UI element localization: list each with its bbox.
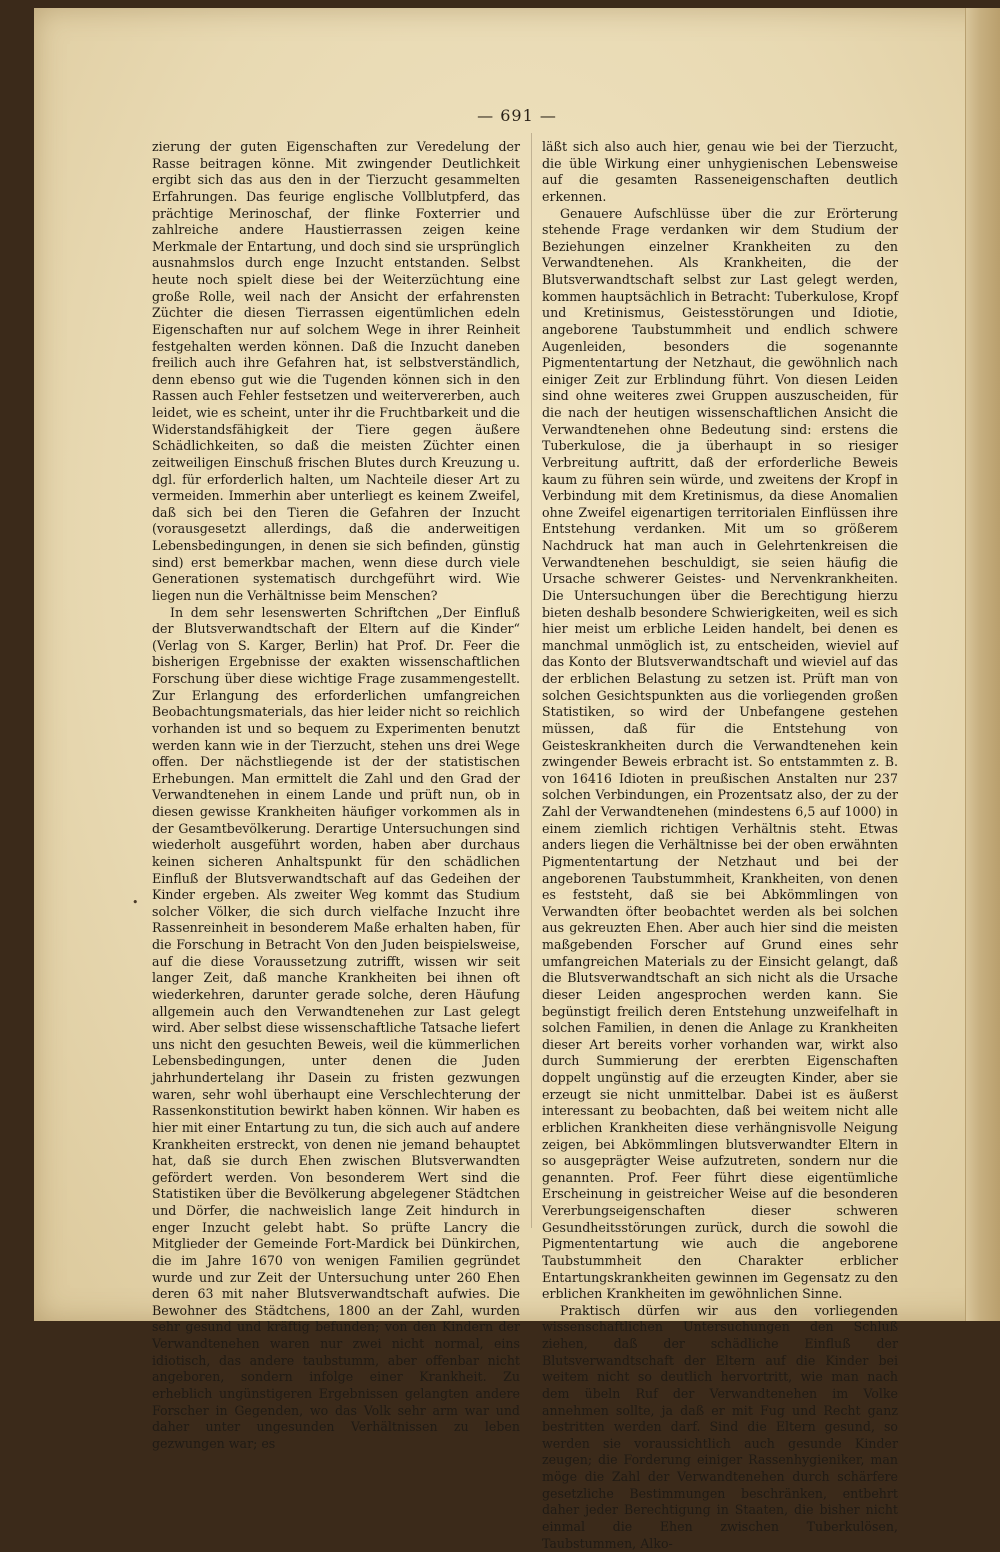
book-page <box>34 8 1000 1551</box>
column-divider <box>531 133 532 1228</box>
paragraph: läßt sich also auch hier, genau wie bei der Tierzucht, die üble Wirkung einer unhygienischen Lebensweise auf die gesamten Rasseneigenschaften deutlich erkennen. <box>542 139 898 204</box>
paragraph: zierung der guten Eigenschaften zur Veredelung der Rasse beitragen könne. Mit zwingender Deutlichkeit ergibt sich das aus den in der Tierzucht gesammelten Erfahrungen. Das feurige englische Vollblutpferd, das prächtige Merinoschaf, der flinke Foxterrier und zahlreiche andere Haustierrassen zeigen keine Merkmale der Entartung, und doch sind sie ursprünglich ausnahmslos durch enge Inzucht entstanden. Selbst heute noch spielt diese bei der Weiterzüchtung eine große Rolle, weil nach der Ansicht der erfahrensten Züchter die diesen Tierrassen eigentümlichen edeln Eigenschaften nur auf solchem Wege in ihrer Reinheit festgehalten werden können. Daß die Inzucht daneben freilich auch ihre Gefahren hat, ist selbstverständlich, denn ebenso gut wie die Tugenden können sich in den Rassen auch Fehler festsetzen und weitervererben, auch leidet, wie es scheint, unter ihr die Fruchtbarkeit und die Widerstandsfähigkeit der Tiere gegen äußere Schädlichkeiten, so daß die meisten Züchter einen zeitweiligen Einschuß frischen Blutes durch Kreuzung u. dgl. für erforderlich halten, um Nachteile dieser Art zu vermeiden. Immerhin aber unterliegt es keinem Zweifel, daß sich bei den Tieren die Gefahren der Inzucht (vorausgesetzt allerdings, daß die anderweitigen Lebensbedingungen, in denen sie sich befinden, günstig sind) erst bemerkbar machen, wenn diese durch viele Generationen systematisch durchgeführt wird. Wie liegen nun die Verhältnisse beim Menschen? <box>152 139 520 603</box>
paragraph: In dem sehr lesenswerten Schriftchen „Der Einfluß der Blutsverwandtschaft der Eltern auf die Kinder“ (Verlag von S. Karger, Berlin) hat Prof. Dr. Feer die bisherigen Ergebnisse der exakten wissenschaftlichen Forschung über diese wichtige Frage zusammengestellt. Zur Erlangung des erforderlichen umfangreichen Beobachtungsmaterials, das hier leider nicht so reichlich vorhanden ist und so bequem zu Experimenten benutzt werden kann wie in der Tierzucht, stehen uns drei Wege offen. Der nächstliegende ist der der statistischen Erhebungen. Man ermittelt die Zahl und den Grad der Verwandtenehen in einem Lande und prüft nun, ob in diesen gewisse Krankheiten häufiger vorkommen als in der Gesamtbevölkerung. Derartige Untersuchungen sind wiederholt ausgeführt worden, haben aber durchaus keinen sicheren Anhaltspunkt für den schädlichen Einfluß der Blutsverwandtschaft auf das Gedeihen der Kinder ergeben. Als zweiter Weg kommt das Studium solcher Völker, die sich durch vielfache Inzucht ihre Rassenreinheit in besonderem Maße erhalten haben, für die Forschung in Betracht Von den Juden beispielsweise, auf die diese Voraussetzung zutrifft, wissen wir seit langer Zeit, daß manche Krankheiten bei ihnen oft wiederkehren, darunter gerade solche, deren Häufung allgemein auch den Verwandtenehen zur Last gelegt wird. Aber selbst diese wissenschaftliche Tatsache liefert uns nicht den gesuchten Beweis, weil die kümmerlichen Lebensbedingungen, unter denen die Juden jahrhundertelang ihr Dasein zu fristen gezwungen waren, sehr wohl überhaupt eine Verschlechterung der Rassenkonstitution bewirkt haben können. Wir haben es hier mit einer Entartung zu tun, die sich auch auf andere Krankheiten erstreckt, von denen nie jemand behauptet hat, daß sie durch Ehen zwischen Blutsverwandten gefördert werden. Von besonderem Wert sind die Statistiken über die Bevölkerung abgelegener Städtchen und Dörfer, die nachweislich lange Zeit hindurch in enger Inzucht gelebt habt. So prüfte Lancry die Mitglieder der Gemeinde Fort-Mardick bei Dünkirchen, die im Jahre 1670 von wenigen Familien gegründet wurde und zur Zeit der Untersuchung unter 260 Ehen deren 63 mit naher Blutsverwandtschaft aufwies. Die Bewohner des Städtchens, 1800 an der Zahl, wurden sehr gesund und kräftig befunden; von den Kindern der Verwandtenehen waren nur zwei nicht normal, eins idiotisch, das andere taubstumm, aber offenbar nicht angeboren, sondern infolge einer Krankheit. Zu erheblich ungünstigeren Ergebnissen gelangten andere Forscher in Gegenden, wo das Volk sehr arm war und daher unter ungesunden Verhältnissen zu leben gezwungen war; es <box>152 604 520 1451</box>
right-column <box>542 139 898 1552</box>
paragraph: Genauere Aufschlüsse über die zur Erörterung stehende Frage verdanken wir dem Studium der Beziehungen einzelner Krankheiten zu den Verwandtenehen. Als Krankheiten, die der Blutsverwandtschaft selbst zur Last gelegt werden, kommen hauptsächlich in Betracht: Tuberkulose, Kropf und Kretinismus, Geistesstörungen und Idiotie, angeborene Taubstummheit und endlich schwere Augenleiden, besonders die sogenannte Pigmententartung der Netzhaut, die gewöhnlich nach einiger Zeit zur Erblindung führt. Von diesen Leiden sind ohne weiteres zwei Gruppen auszuscheiden, für die nach der heutigen wissenschaftlichen Ansicht die Verwandtenehen ohne Bedeutung sind: erstens die Tuberkulose, die ja überhaupt in so riesiger Verbreitung auftritt, daß der erforderliche Beweis kaum zu führen sein würde, und zweitens der Kropf in Verbindung mit dem Kretinismus, da diese Anomalien ohne Zweifel eigenartigen territorialen Einflüssen ihre Entstehung verdanken. Mit um so größerem Nachdruck hat man auch in Gelehrtenkreisen die Verwandtenehen beschuldigt, sie seien häufig die Ursache schwerer Geistes- und Nervenkrankheiten. Die Untersuchungen über die Berechtigung hierzu bieten deshalb besondere Schwierigkeiten, weil es sich hier meist um erbliche Leiden handelt, bei denen es manchmal unmöglich ist, zu entscheiden, wieviel auf das Konto der Blutsverwandtschaft und wieviel auf das der erblichen Belastung zu setzen ist. Prüft man von solchen Gesichtspunkten aus die vorliegenden großen Statistiken, so wird der Unbefangene gestehen müssen, daß für die Entstehung von Geisteskrankheiten durch die Verwandtenehen kein zwingender Beweis erbracht ist. So entstammten z. B. von 16416 Idioten in preußischen Anstalten nur 237 solchen Verbindungen, ein Prozentsatz also, der zu der Zahl der Verwandtenehen (mindestens 6,5 auf 1000) in einem ziemlich richtigen Verhältnis steht. Etwas anders liegen die Verhältnisse bei der oben erwähnten Pigmententartung der Netzhaut und bei der angeborenen Taubstummheit, Krankheiten, von denen es feststeht, daß sie bei Abkömmlingen von Verwandten öfter beobachtet werden als bei solchen aus gekreuzten Ehen. Aber auch hier sind die meisten maßgebenden Forscher auf Grund eines sehr umfangreichen Materials zu der Einsicht gelangt, daß die Blutsverwandtschaft an sich nicht als die Ursache dieser Leiden angesprochen werden kann. Sie begünstigt freilich deren Entstehung unzweifelhaft in solchen Familien, in denen die Anlage zu Krankheiten dieser Art bereits vorher vorhanden war, wirkt also durch Summierung der ererbten Eigenschaften doppelt ungünstig auf die erzeugten Kinder, aber sie erzeugt sie nicht unmittelbar. Dabei ist es äußerst interessant zu beobachten, daß bei weitem nicht alle erblichen Krankheiten diese verhängnisvolle Neigung zeigen, bei Abkömmlingen blutsverwandter Eltern in so ausgeprägter Weise aufzutreten, sondern nur die genannten. Prof. Feer führt diese eigentümliche Erscheinung in geistreicher Weise auf die besonderen Vererbungseigenschaften dieser schweren Gesundheitsstörungen zurück, durch die sowohl die Pigmententartung wie auch die angeborene Taubstummheit den Charakter erblicher Entartungskrankheiten gewinnen im Gegensatz zu den erblichen Krankheiten im gewöhnlichen Sinne. <box>542 205 898 1302</box>
paragraph: Praktisch dürfen wir aus den vorliegenden wissenschaftlichen Untersuchungen den Schluß ziehen, daß der schädliche Einfluß der Blutsverwandtschaft der Eltern auf die Kinder bei weitem nicht so deutlich hervortritt, wie man nach dem übeln Ruf der Verwandtenehen im Volke annehmen sollte, ja daß er mit Fug und Recht ganz bestritten werden darf. Sind die Eltern gesund, so werden sie voraussichtlich auch gesunde Kinder zeugen; die Forderung einiger Rassenhygieniker, man möge die Zahl der Verwandtenehen durch schärfere gesetzliche Bestimmungen beschränken, entbehrt daher jeder Berechtigung in Staaten, die bisher nicht einmal die Ehen zwischen Tuberkulösen, Taubstummen, Alko- <box>542 1302 898 1551</box>
page-edge <box>965 8 1000 1321</box>
page-number: — 691 — <box>477 106 557 125</box>
margin-mark: • <box>132 896 139 909</box>
left-column <box>152 139 520 1452</box>
